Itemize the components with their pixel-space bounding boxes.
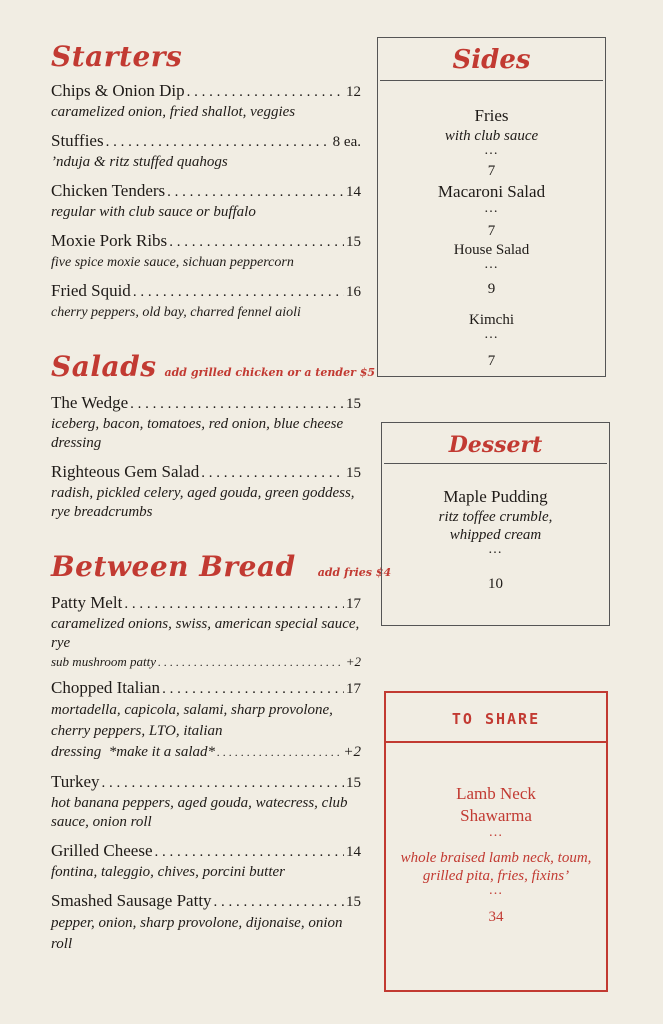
item-description: fontina, taleggio, chives, porcini butter	[51, 864, 285, 880]
section-title-dessert: Dessert	[448, 432, 543, 458]
left-column	[51, 40, 392, 963]
dot-leader	[187, 82, 344, 103]
item-description: ’nduja & ritz stuffed quahogs	[51, 154, 228, 170]
sub-option-price: +2	[343, 744, 361, 760]
side-name: Fries	[474, 106, 509, 125]
ellipsis: …	[488, 883, 504, 898]
item-name: Fried Squid	[51, 281, 131, 300]
dessert-description: ritz toffee crumble, whipped cream	[438, 509, 553, 543]
share-item-description: whole braised lamb neck, toum, grilled pita, fries, fixins’	[400, 850, 592, 884]
item-description: caramelized onions, swiss, american special sauce, rye	[51, 616, 360, 651]
dot-leader	[201, 463, 344, 484]
menu-item	[51, 890, 361, 955]
between-bread-section	[51, 550, 392, 955]
side-item	[378, 105, 605, 181]
item-price: 14	[346, 844, 361, 860]
dot-leader	[133, 282, 344, 303]
menu-item	[51, 180, 361, 222]
section-header-between-bread	[51, 550, 392, 590]
dot-leader	[162, 679, 344, 700]
divider	[386, 741, 606, 743]
sides-box	[377, 37, 606, 377]
item-description: five spice moxie sauce, sichuan peppercorn	[51, 255, 294, 270]
dot-leader	[158, 653, 344, 671]
dot-leader	[155, 842, 345, 863]
section-title-starters: Starters	[51, 40, 183, 73]
dot-leader	[167, 182, 344, 203]
item-name: Turkey	[51, 772, 100, 791]
side-name: House Salad	[453, 242, 530, 258]
item-description: hot banana peppers, aged gouda, watecress, club sauce, onion roll	[51, 795, 348, 830]
dessert-box	[381, 422, 610, 626]
dessert-price: 10	[488, 576, 503, 592]
side-price: 9	[487, 281, 496, 297]
menu-item	[51, 677, 361, 763]
menu-item	[51, 280, 361, 322]
sub-option-price: +2	[345, 654, 361, 669]
dot-leader	[169, 232, 344, 253]
share-item-price: 34	[488, 909, 504, 925]
section-title-sides: Sides	[452, 45, 531, 75]
item-description: radish, pickled celery, aged gouda, green goddess, rye breadcrumbs	[51, 485, 355, 520]
item-price: 14	[346, 184, 361, 200]
side-item	[378, 181, 605, 241]
dot-leader	[106, 132, 331, 153]
menu-item	[51, 230, 361, 272]
item-description: pepper, onion, sharp provolone, dijonaise, onion roll	[51, 915, 343, 952]
ellipsis: …	[484, 143, 499, 158]
item-price: 16	[346, 284, 361, 300]
menu-item	[51, 840, 361, 882]
side-price: 7	[487, 223, 496, 239]
divider	[384, 463, 607, 464]
dot-leader	[214, 892, 344, 913]
divider	[380, 80, 603, 81]
salads-section	[51, 350, 376, 522]
to-share-box	[384, 691, 608, 992]
dessert-item	[382, 486, 609, 594]
item-name: Stuffies	[51, 131, 104, 150]
salads-addon-note: add grilled chicken or a tender $5	[164, 366, 376, 379]
item-price: 15	[346, 894, 361, 910]
item-sub-option	[51, 742, 361, 763]
item-price: 15	[346, 396, 361, 412]
dot-leader	[102, 773, 345, 794]
item-price: 8 ea.	[332, 134, 361, 150]
menu-item	[51, 80, 361, 122]
between-bread-addon-note: add fries $4	[317, 566, 392, 579]
menu-item	[51, 592, 361, 671]
item-name: Righteous Gem Salad	[51, 462, 200, 481]
item-name: Patty Melt	[51, 593, 123, 612]
side-item	[378, 241, 605, 299]
menu-item	[51, 130, 361, 172]
menu-item	[51, 392, 361, 453]
item-price: 15	[346, 234, 361, 250]
ellipsis: …	[488, 542, 503, 557]
dessert-name: Maple Pudding	[443, 487, 548, 506]
item-name: Chicken Tenders	[51, 181, 166, 200]
side-item	[378, 311, 605, 371]
item-sub-option	[51, 653, 361, 671]
share-item-name: Lamb Neck Shawarma	[456, 784, 536, 825]
item-description: cherry peppers, old bay, charred fennel aioli	[51, 305, 301, 320]
sub-option-label: sub mushroom patty	[51, 654, 156, 669]
menu-item	[51, 771, 361, 832]
item-price: 17	[346, 681, 361, 697]
starters-section	[51, 40, 361, 322]
item-name: Moxie Pork Ribs	[51, 231, 168, 250]
share-item	[386, 783, 606, 927]
item-name: Chips & Onion Dip	[51, 81, 185, 100]
side-name: Kimchi	[469, 312, 514, 328]
sub-option-label: dressing *make it a salad*	[51, 744, 216, 760]
ellipsis: …	[484, 257, 499, 272]
item-description: iceberg, bacon, tomatoes, red onion, blue cheese dressing	[51, 416, 344, 451]
item-description: mortadella, capicola, salami, sharp provolone, cherry peppers, LTO, italian	[51, 702, 333, 739]
item-price: 17	[346, 596, 361, 612]
item-description: regular with club sauce or buffalo	[51, 204, 256, 220]
ellipsis: …	[484, 327, 499, 342]
section-title-to-share: TO SHARE	[451, 710, 541, 728]
menu-item	[51, 461, 361, 522]
item-name: The Wedge	[51, 393, 129, 412]
item-name: Chopped Italian	[51, 678, 161, 697]
item-description: caramelized onion, fried shallot, veggies	[51, 104, 296, 120]
dot-leader	[124, 594, 344, 615]
dot-leader	[217, 742, 341, 763]
ellipsis: …	[484, 201, 499, 216]
section-title-salads: Salads	[51, 350, 157, 383]
item-price: 15	[346, 775, 361, 791]
dot-leader	[130, 394, 344, 415]
item-price: 15	[346, 465, 361, 481]
item-name: Smashed Sausage Patty	[51, 891, 212, 910]
side-price: 7	[487, 163, 496, 179]
section-title-between-bread: Between Bread	[51, 550, 296, 583]
side-price: 7	[487, 353, 496, 369]
ellipsis: …	[488, 825, 504, 840]
item-name: Grilled Cheese	[51, 841, 153, 860]
side-description: with club sauce	[444, 128, 539, 144]
item-price: 12	[346, 84, 361, 100]
section-header-salads	[51, 350, 376, 390]
side-name: Macaroni Salad	[437, 182, 546, 201]
